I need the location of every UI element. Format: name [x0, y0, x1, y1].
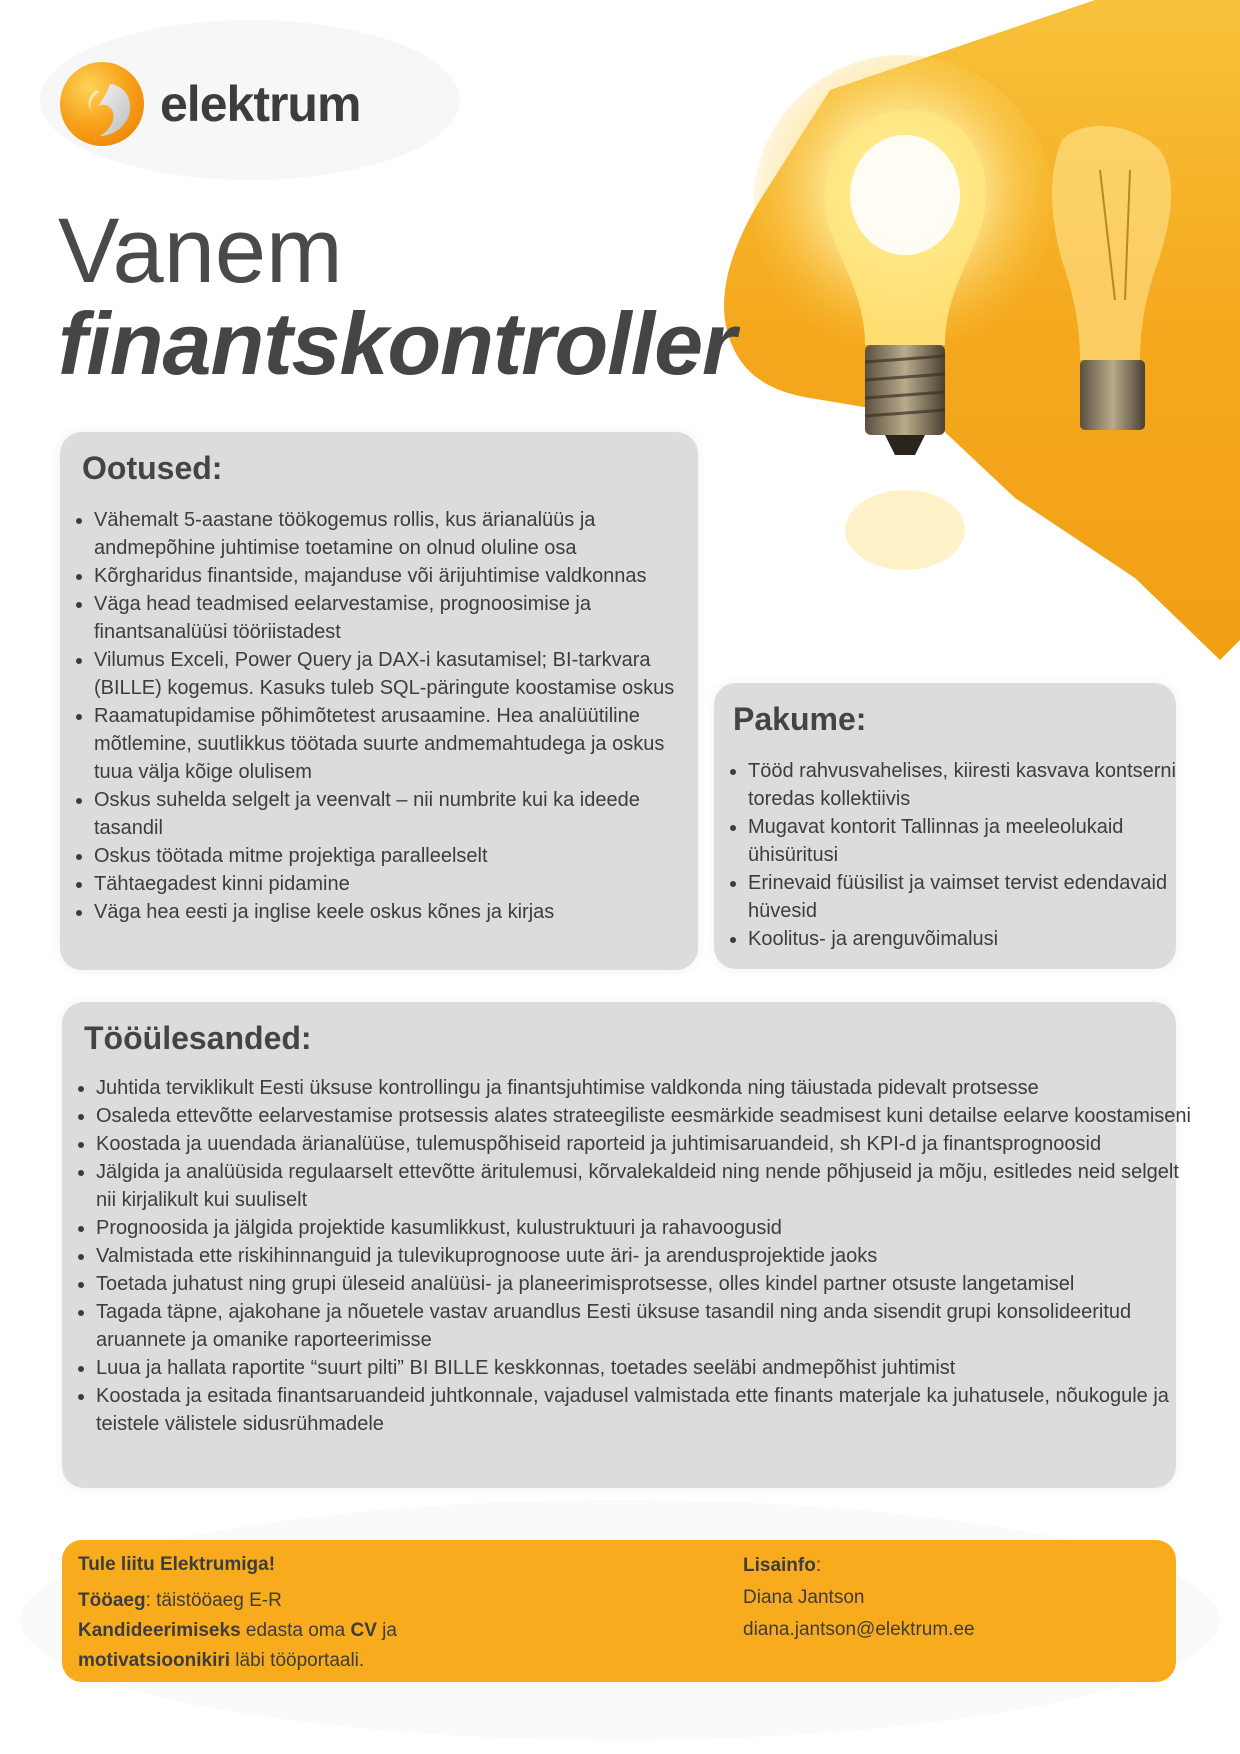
list-item: • Raamatupidamise põhimõtetest arusaamine. Hea analüütiline mõtlemine, suutlikkus töötada suurte andmemahtudega ja oskus tuua välja kõige olulisem	[94, 702, 704, 786]
more-info-label	[743, 1550, 1163, 1582]
motivation-letter-text: motivatsioonikiri	[78, 1650, 231, 1671]
list-item: • Prognoosida ja jälgida projektide kasumlikkust, kulustruktuuri ja rahavoogusid	[96, 1214, 1192, 1242]
lightbulb-illustration	[660, 0, 1240, 700]
apply-text: ja	[376, 1620, 397, 1641]
list-item: • Koostada ja uuendada ärianalüüse, tulemuspõhiseid raporteid ja juhtimisaruandeid, sh KPI-d ja finantsprognoosid	[96, 1130, 1192, 1158]
more-info-label-text: Lisainfo	[743, 1555, 816, 1576]
job-title-line1: Vanem	[58, 200, 343, 302]
contact-info	[743, 1550, 1163, 1646]
working-time	[78, 1586, 718, 1616]
contact-name: Diana Jantson	[743, 1587, 865, 1608]
job-title-line2: finantskontroller	[58, 294, 736, 393]
apply-text: läbi tööportaali.	[230, 1650, 365, 1671]
application-instructions	[78, 1616, 718, 1646]
list-item: • Juhtida terviklikult Eesti üksuse kontrollingu ja finantsjuhtimise valdkonda ning täiustada pidevalt protsesse	[96, 1074, 1192, 1102]
list-item: • Vähemalt 5-aastane töökogemus rollis, kus ärianalüüs ja andmepõhine juhtimise toetamine on olnud oluline osa	[94, 506, 704, 562]
list-item: • Oskus suhelda selgelt ja veenvalt – nii numbrite kui ka ideede tasandil	[94, 786, 704, 842]
list-item: • Erinevaid füüsilist ja vaimset tervist edendavaid hüvesid	[748, 869, 1188, 925]
list-item: • Väga hea eesti ja inglise keele oskus kõnes ja kirjas	[94, 898, 704, 926]
brand-logo[interactable]	[58, 60, 360, 148]
list-item: • Koostada ja esitada finantsaruandeid juhtkonnale, vajadusel valmistada ette finants materjale ka juhatusele, nõukogule ja teistele välistele sidusrühmadele	[96, 1382, 1192, 1438]
working-time-value: : täistööaeg E-R	[145, 1590, 282, 1611]
list-item: • Toetada juhatust ning grupi üleseid analüüsi- ja planeerimisprotsesse, olles kindel partner otsuste langetamisel	[96, 1270, 1192, 1298]
expectations-panel	[60, 432, 698, 970]
tasks-list	[62, 1074, 1192, 1438]
list-item: • Tagada täpne, ajakohane ja nõuetele vastav aruandlus Eesti üksuse tasandil ning anda sisendit grupi konsolideeritud aruannete ja omanike raporteerimisse	[96, 1298, 1192, 1354]
list-item: • Osaleda ettevõtte eelarvestamise protsessis alates strateegiliste eesmärkide seadmisest kuni detailse eelarve koostamiseni	[96, 1102, 1192, 1130]
list-item: • Kõrgharidus finantside, majanduse või ärijuhtimise valdkonnas	[94, 562, 704, 590]
list-item: • Valmistada ette riskihinnanguid ja tulevikuprognoose uute äri- ja arendusprojektide jaoks	[96, 1242, 1192, 1270]
list-item: • Koolitus- ja arenguvõimalusi	[748, 925, 1188, 953]
list-item: • Luua ja hallata raportite “suurt pilti” BI BILLE keskkonnas, toetades seeläbi andmepõhist juhtimist	[96, 1354, 1192, 1382]
apply-label: Kandideerimiseks	[78, 1620, 241, 1641]
working-time-label: Tööaeg	[78, 1590, 146, 1611]
list-item: • Tähtaegadest kinni pidamine	[94, 870, 704, 898]
tasks-panel	[62, 1002, 1191, 1488]
application-instructions-cont	[78, 1646, 718, 1676]
application-info	[78, 1550, 718, 1676]
tasks-heading: Tööülesanded:	[84, 1020, 312, 1056]
contact-email-link[interactable]: diana.jantson@elektrum.ee	[743, 1619, 975, 1640]
footer-headline: Tule liitu Elektrumiga!	[78, 1554, 276, 1575]
list-item: • Oskus töötada mitme projektiga paralleelselt	[94, 842, 704, 870]
expectations-heading: Ootused:	[82, 450, 223, 486]
more-info-colon: :	[815, 1555, 822, 1576]
brand-name: elektrum	[160, 76, 361, 132]
list-item: • Jälgida ja analüüsida regulaarselt ettevõtte äritulemusi, kõrvalekaldeid ning nende põhjuseid ja mõju, esitledes neid selgelt nii kirjalikult kui suuliselt	[96, 1158, 1192, 1214]
list-item: • Mugavat kontorit Tallinnas ja meeleolukaid ühisüritusi	[748, 813, 1188, 869]
offer-list	[714, 757, 1188, 953]
cv-text: CV	[350, 1620, 377, 1641]
apply-text: edasta oma	[240, 1620, 351, 1641]
offer-panel	[714, 683, 1176, 969]
list-item: • Vilumus Exceli, Power Query ja DAX-i kasutamisel; BI-tarkvara (BILLE) kogemus. Kasuks tuleb SQL-päringute koostamise oskus	[94, 646, 704, 702]
expectations-list	[60, 506, 704, 926]
list-item: • Väga head teadmised eelarvestamise, prognoosimise ja finantsanalüüsi tööriistadest	[94, 590, 704, 646]
list-item: • Tööd rahvusvahelises, kiiresti kasvava kontserni toredas kollektiivis	[748, 757, 1188, 813]
elektrum-logo-icon	[58, 60, 146, 148]
contact-footer	[62, 1540, 1176, 1682]
offer-heading: Pakume:	[733, 701, 867, 737]
